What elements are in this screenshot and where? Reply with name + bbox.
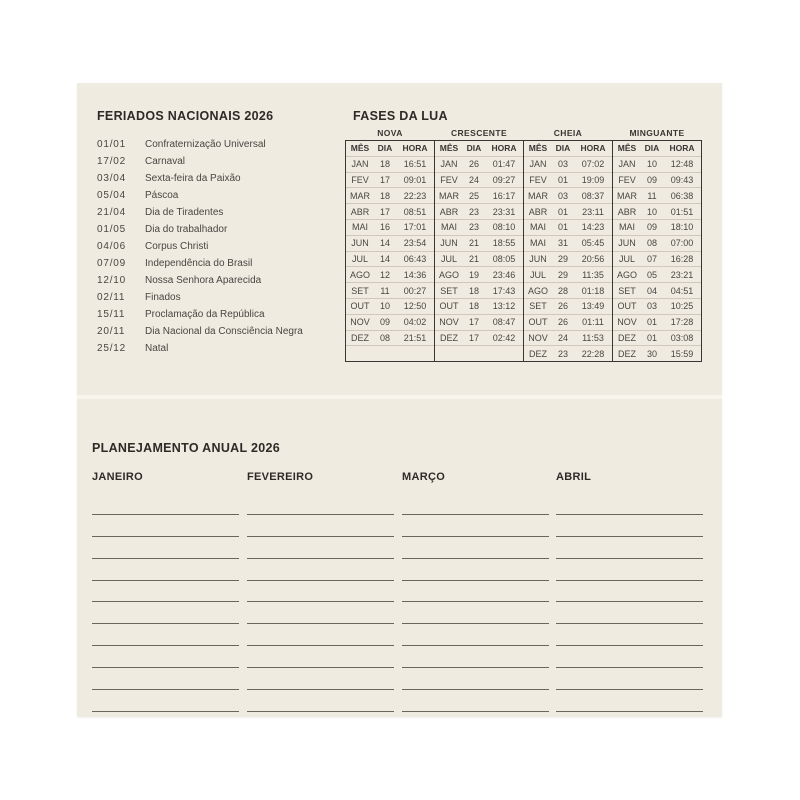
table-cell: AGO bbox=[524, 283, 553, 299]
table-row bbox=[346, 267, 702, 283]
feriado-item bbox=[97, 204, 303, 221]
feriado-name: Proclamação da República bbox=[145, 309, 265, 320]
feriado-item bbox=[97, 323, 303, 340]
table-row bbox=[346, 298, 702, 314]
feriado-item bbox=[97, 136, 303, 153]
table-cell: 21:51 bbox=[396, 330, 435, 346]
table-cell: 16 bbox=[374, 219, 396, 235]
table-cell: 08:47 bbox=[485, 314, 524, 330]
table-cell: DEZ bbox=[435, 330, 464, 346]
table-cell: NOV bbox=[524, 330, 553, 346]
table-cell: 07:00 bbox=[663, 235, 702, 251]
table-cell: 01:11 bbox=[574, 314, 613, 330]
table-cell: OUT bbox=[435, 298, 464, 314]
table-cell: 16:28 bbox=[663, 251, 702, 267]
table-cell: 24 bbox=[463, 172, 485, 188]
table-cell: 14 bbox=[374, 235, 396, 251]
table-cell: 08:37 bbox=[574, 188, 613, 204]
table-cell: DEZ bbox=[346, 330, 375, 346]
table-cell: 03 bbox=[552, 188, 574, 204]
feriado-item bbox=[97, 238, 303, 255]
table-cell: JAN bbox=[435, 156, 464, 172]
table-cell: DEZ bbox=[613, 330, 642, 346]
table-cell: MAR bbox=[435, 188, 464, 204]
feriados-title: FERIADOS NACIONAIS 2026 bbox=[97, 109, 274, 123]
table-cell: OUT bbox=[613, 298, 642, 314]
table-row bbox=[346, 251, 702, 267]
table-cell: 07:02 bbox=[574, 156, 613, 172]
table-cell: 11 bbox=[641, 188, 663, 204]
table-cell bbox=[435, 346, 464, 362]
feriado-item bbox=[97, 289, 303, 306]
writing-line[interactable] bbox=[402, 493, 549, 515]
table-cell bbox=[374, 346, 396, 362]
table-cell: JUN bbox=[346, 235, 375, 251]
table-cell: ABR bbox=[524, 204, 553, 220]
table-cell: MAR bbox=[613, 188, 642, 204]
table-cell: DEZ bbox=[613, 346, 642, 362]
table-cell: MAI bbox=[346, 219, 375, 235]
table-cell: 22:23 bbox=[396, 188, 435, 204]
table-cell: ABR bbox=[613, 204, 642, 220]
table-cell: 18:55 bbox=[485, 235, 524, 251]
feriado-name: Dia de Tiradentes bbox=[145, 207, 224, 218]
table-row bbox=[346, 314, 702, 330]
writing-line[interactable] bbox=[402, 624, 549, 646]
table-row bbox=[346, 204, 702, 220]
month-column bbox=[247, 471, 394, 712]
table-cell: 24 bbox=[552, 330, 574, 346]
table-cell: 18:10 bbox=[663, 219, 702, 235]
table-cell: 01:47 bbox=[485, 156, 524, 172]
table-cell: 30 bbox=[641, 346, 663, 362]
feriado-name: Natal bbox=[145, 343, 169, 354]
table-cell: 09 bbox=[641, 172, 663, 188]
feriado-item bbox=[97, 153, 303, 170]
table-cell: FEV bbox=[524, 172, 553, 188]
table-cell: 18 bbox=[374, 156, 396, 172]
table-cell: AGO bbox=[346, 267, 375, 283]
table-cell: 28 bbox=[552, 283, 574, 299]
table-row bbox=[346, 330, 702, 346]
fases-lua-title: FASES DA LUA bbox=[353, 109, 448, 123]
writing-line[interactable] bbox=[556, 559, 703, 581]
writing-line[interactable] bbox=[247, 493, 394, 515]
writing-line[interactable] bbox=[402, 602, 549, 624]
bottom-page bbox=[77, 399, 722, 717]
column-header: HORA bbox=[396, 141, 435, 157]
table-cell: 17:28 bbox=[663, 314, 702, 330]
column-header: DIA bbox=[374, 141, 396, 157]
table-cell: AGO bbox=[435, 267, 464, 283]
feriado-name: Independência do Brasil bbox=[145, 258, 253, 269]
planejamento-title: PLANEJAMENTO ANUAL 2026 bbox=[92, 441, 280, 455]
table-cell: 03:08 bbox=[663, 330, 702, 346]
table-cell: 19:09 bbox=[574, 172, 613, 188]
table-cell: 17 bbox=[463, 314, 485, 330]
writing-line[interactable] bbox=[92, 646, 239, 668]
writing-line[interactable] bbox=[247, 515, 394, 537]
table-cell: JUN bbox=[613, 235, 642, 251]
table-cell bbox=[396, 346, 435, 362]
table-cell: 29 bbox=[552, 251, 574, 267]
writing-line[interactable] bbox=[247, 581, 394, 603]
phase-header: NOVA bbox=[377, 128, 403, 138]
table-cell: 01 bbox=[552, 219, 574, 235]
writing-line[interactable] bbox=[556, 581, 703, 603]
table-cell: JUN bbox=[435, 235, 464, 251]
writing-line[interactable] bbox=[402, 690, 549, 712]
table-cell: 23:54 bbox=[396, 235, 435, 251]
writing-line[interactable] bbox=[92, 602, 239, 624]
table-cell: 17:43 bbox=[485, 283, 524, 299]
table-cell: JAN bbox=[613, 156, 642, 172]
writing-line[interactable] bbox=[556, 602, 703, 624]
column-header: MÊS bbox=[524, 141, 553, 157]
writing-line[interactable] bbox=[556, 690, 703, 712]
month-label: ABRIL bbox=[556, 471, 592, 483]
table-cell: 14:23 bbox=[574, 219, 613, 235]
table-cell: 26 bbox=[552, 314, 574, 330]
table-cell: 11 bbox=[374, 283, 396, 299]
writing-line[interactable] bbox=[247, 668, 394, 690]
table-cell: 01 bbox=[641, 314, 663, 330]
table-cell: 31 bbox=[552, 235, 574, 251]
table-cell bbox=[485, 346, 524, 362]
table-cell: NOV bbox=[346, 314, 375, 330]
feriado-name: Finados bbox=[145, 292, 181, 303]
feriado-name: Confraternização Universal bbox=[145, 139, 266, 150]
feriado-date: 02/11 bbox=[97, 292, 126, 303]
table-cell: MAI bbox=[613, 219, 642, 235]
table-cell: 12:50 bbox=[396, 298, 435, 314]
table-cell: DEZ bbox=[524, 346, 553, 362]
writing-line[interactable] bbox=[556, 537, 703, 559]
top-page bbox=[77, 83, 722, 395]
feriado-item bbox=[97, 221, 303, 238]
column-header: MÊS bbox=[435, 141, 464, 157]
writing-line[interactable] bbox=[556, 646, 703, 668]
writing-line[interactable] bbox=[92, 493, 239, 515]
table-cell bbox=[346, 346, 375, 362]
feriado-name: Nossa Senhora Aparecida bbox=[145, 275, 262, 286]
writing-line[interactable] bbox=[556, 515, 703, 537]
writing-line[interactable] bbox=[247, 646, 394, 668]
table-cell: 10 bbox=[641, 156, 663, 172]
table-cell: 23 bbox=[463, 204, 485, 220]
table-cell: MAI bbox=[524, 219, 553, 235]
writing-line[interactable] bbox=[402, 515, 549, 537]
writing-line[interactable] bbox=[402, 646, 549, 668]
writing-line[interactable] bbox=[247, 559, 394, 581]
table-cell: 23 bbox=[552, 346, 574, 362]
table-cell: 26 bbox=[552, 298, 574, 314]
table-cell: 08:05 bbox=[485, 251, 524, 267]
table-cell: 09 bbox=[641, 219, 663, 235]
table-cell: 11:53 bbox=[574, 330, 613, 346]
writing-line[interactable] bbox=[247, 537, 394, 559]
feriado-item bbox=[97, 170, 303, 187]
table-cell: 01:18 bbox=[574, 283, 613, 299]
feriado-item bbox=[97, 306, 303, 323]
table-cell: 17 bbox=[374, 172, 396, 188]
table-cell: 00:27 bbox=[396, 283, 435, 299]
table-cell: 23:21 bbox=[663, 267, 702, 283]
fases-lua-table bbox=[345, 126, 702, 362]
feriado-name: Sexta-feira da Paixão bbox=[145, 173, 241, 184]
table-cell: NOV bbox=[613, 314, 642, 330]
table-row bbox=[346, 235, 702, 251]
feriado-date: 04/06 bbox=[97, 241, 127, 252]
table-cell: 01 bbox=[552, 172, 574, 188]
table-cell: 11:35 bbox=[574, 267, 613, 283]
feriado-date: 15/11 bbox=[97, 309, 126, 320]
month-label: JANEIRO bbox=[92, 471, 143, 483]
table-cell: 19 bbox=[463, 267, 485, 283]
table-cell: MAI bbox=[435, 219, 464, 235]
phase-header: MINGUANTE bbox=[629, 128, 685, 138]
feriado-name: Carnaval bbox=[145, 156, 186, 167]
table-cell: 14 bbox=[374, 251, 396, 267]
table-cell: OUT bbox=[524, 314, 553, 330]
table-row bbox=[346, 283, 702, 299]
table-cell: 01 bbox=[552, 204, 574, 220]
table-cell: NOV bbox=[435, 314, 464, 330]
table-cell: 18 bbox=[463, 283, 485, 299]
table-cell: FEV bbox=[435, 172, 464, 188]
phase-header: CRESCENTE bbox=[450, 128, 508, 138]
table-cell: JUL bbox=[613, 251, 642, 267]
table-row bbox=[346, 346, 702, 362]
table-row bbox=[346, 156, 702, 172]
table-cell: 12:48 bbox=[663, 156, 702, 172]
writing-line[interactable] bbox=[92, 537, 239, 559]
table-cell: 22:28 bbox=[574, 346, 613, 362]
month-column bbox=[402, 471, 549, 712]
table-cell: 23 bbox=[463, 219, 485, 235]
table-cell: 17:01 bbox=[396, 219, 435, 235]
table-cell: 09 bbox=[374, 314, 396, 330]
table-cell: JUL bbox=[346, 251, 375, 267]
table-cell: 18 bbox=[463, 298, 485, 314]
feriado-name: Dia do trabalhador bbox=[145, 224, 228, 235]
table-cell: 25 bbox=[463, 188, 485, 204]
table-cell: MAR bbox=[524, 188, 553, 204]
table-cell: ABR bbox=[346, 204, 375, 220]
table-cell: 07 bbox=[641, 251, 663, 267]
writing-line[interactable] bbox=[556, 493, 703, 515]
writing-line[interactable] bbox=[92, 668, 239, 690]
writing-line[interactable] bbox=[92, 559, 239, 581]
feriado-date: 07/09 bbox=[97, 258, 127, 269]
table-cell: 16:17 bbox=[485, 188, 524, 204]
table-cell: 17 bbox=[463, 330, 485, 346]
writing-line[interactable] bbox=[402, 668, 549, 690]
writing-line[interactable] bbox=[402, 559, 549, 581]
table-cell: 05 bbox=[641, 267, 663, 283]
writing-line[interactable] bbox=[92, 690, 239, 712]
table-cell: 18 bbox=[374, 188, 396, 204]
table-cell: MAI bbox=[524, 235, 553, 251]
feriado-date: 12/10 bbox=[97, 275, 127, 286]
table-cell: 02:42 bbox=[485, 330, 524, 346]
column-header: DIA bbox=[552, 141, 574, 157]
writing-line[interactable] bbox=[247, 624, 394, 646]
table-cell: MAR bbox=[346, 188, 375, 204]
table-cell: 08 bbox=[374, 330, 396, 346]
table-cell: AGO bbox=[613, 267, 642, 283]
table-cell: 13:49 bbox=[574, 298, 613, 314]
table-cell: 12 bbox=[374, 267, 396, 283]
month-column bbox=[92, 471, 239, 712]
table-cell: SET bbox=[346, 283, 375, 299]
table-cell: 13:12 bbox=[485, 298, 524, 314]
table-cell: JUL bbox=[435, 251, 464, 267]
feriado-name: Dia Nacional da Consciência Negra bbox=[145, 326, 303, 337]
feriado-item bbox=[97, 187, 303, 204]
writing-line[interactable] bbox=[402, 537, 549, 559]
table-cell: 04 bbox=[641, 283, 663, 299]
writing-line[interactable] bbox=[247, 602, 394, 624]
writing-line[interactable] bbox=[247, 690, 394, 712]
table-cell: 15:59 bbox=[663, 346, 702, 362]
table-cell: 09:27 bbox=[485, 172, 524, 188]
table-cell: 03 bbox=[552, 156, 574, 172]
feriado-date: 01/01 bbox=[97, 139, 127, 150]
feriado-item bbox=[97, 340, 303, 357]
column-header: MÊS bbox=[613, 141, 642, 157]
phase-header: CHEIA bbox=[553, 128, 583, 138]
table-cell: 23:11 bbox=[574, 204, 613, 220]
table-cell: 16:51 bbox=[396, 156, 435, 172]
table-cell: 01:51 bbox=[663, 204, 702, 220]
table-cell: 06:43 bbox=[396, 251, 435, 267]
month-column bbox=[556, 471, 703, 712]
table-cell: SET bbox=[613, 283, 642, 299]
feriado-name: Corpus Christi bbox=[145, 241, 209, 252]
table-cell: 06:38 bbox=[663, 188, 702, 204]
table-cell: 21 bbox=[463, 235, 485, 251]
table-cell bbox=[463, 346, 485, 362]
table-cell: 01 bbox=[641, 330, 663, 346]
table-cell: 10 bbox=[641, 204, 663, 220]
table-cell: SET bbox=[435, 283, 464, 299]
table-cell: 23:31 bbox=[485, 204, 524, 220]
table-cell: 26 bbox=[463, 156, 485, 172]
column-header: DIA bbox=[641, 141, 663, 157]
table-cell: SET bbox=[524, 298, 553, 314]
month-label: MARÇO bbox=[402, 471, 446, 483]
writing-line[interactable] bbox=[556, 624, 703, 646]
table-cell: 23:46 bbox=[485, 267, 524, 283]
table-cell: 17 bbox=[374, 204, 396, 220]
column-header: HORA bbox=[485, 141, 524, 157]
feriado-date: 20/11 bbox=[97, 326, 126, 337]
table-cell: 10:25 bbox=[663, 298, 702, 314]
column-header: DIA bbox=[463, 141, 485, 157]
feriados-list bbox=[97, 136, 303, 357]
column-header: HORA bbox=[663, 141, 702, 157]
table-cell: 05:45 bbox=[574, 235, 613, 251]
feriado-date: 03/04 bbox=[97, 173, 127, 184]
table-cell: JUL bbox=[524, 267, 553, 283]
table-cell: JUN bbox=[524, 251, 553, 267]
writing-line[interactable] bbox=[92, 515, 239, 537]
feriado-item bbox=[97, 255, 303, 272]
column-header: MÊS bbox=[346, 141, 375, 157]
feriado-name: Páscoa bbox=[145, 190, 179, 201]
table-cell: 09:01 bbox=[396, 172, 435, 188]
table-cell: 03 bbox=[641, 298, 663, 314]
table-cell: JAN bbox=[524, 156, 553, 172]
table-cell: JAN bbox=[346, 156, 375, 172]
feriado-date: 17/02 bbox=[97, 156, 127, 167]
writing-line[interactable] bbox=[556, 668, 703, 690]
feriado-date: 21/04 bbox=[97, 207, 127, 218]
table-row bbox=[346, 219, 702, 235]
writing-line[interactable] bbox=[92, 624, 239, 646]
table-cell: 04:51 bbox=[663, 283, 702, 299]
table-row bbox=[346, 172, 702, 188]
table-cell: FEV bbox=[613, 172, 642, 188]
table-cell: 08:10 bbox=[485, 219, 524, 235]
table-cell: 21 bbox=[463, 251, 485, 267]
table-cell: 08 bbox=[641, 235, 663, 251]
feriado-date: 25/12 bbox=[97, 343, 127, 354]
table-cell: 20:56 bbox=[574, 251, 613, 267]
table-cell: 29 bbox=[552, 267, 574, 283]
table-row bbox=[346, 188, 702, 204]
writing-line[interactable] bbox=[92, 581, 239, 603]
table-cell: 04:02 bbox=[396, 314, 435, 330]
month-label: FEVEREIRO bbox=[247, 471, 314, 483]
writing-line[interactable] bbox=[402, 581, 549, 603]
table-cell: 09:43 bbox=[663, 172, 702, 188]
table-cell: 10 bbox=[374, 298, 396, 314]
feriado-date: 01/05 bbox=[97, 224, 127, 235]
table-cell: 14:36 bbox=[396, 267, 435, 283]
table-cell: FEV bbox=[346, 172, 375, 188]
table-cell: ABR bbox=[435, 204, 464, 220]
table-cell: OUT bbox=[346, 298, 375, 314]
table-cell: 08:51 bbox=[396, 204, 435, 220]
column-header: HORA bbox=[574, 141, 613, 157]
feriado-date: 05/04 bbox=[97, 190, 127, 201]
feriado-item bbox=[97, 272, 303, 289]
